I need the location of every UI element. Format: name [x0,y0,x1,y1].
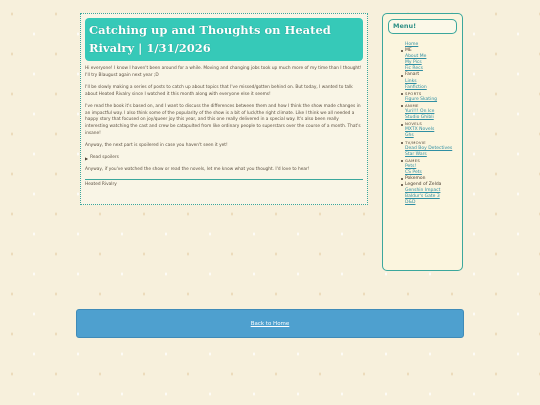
menu-title: Menu! [388,19,457,34]
menu-link[interactable]: Home [405,42,419,47]
menu-link[interactable]: Star Wars [405,151,427,157]
menu-list [388,42,457,207]
menu-link[interactable]: My Pics [405,60,422,66]
footer-bar [76,309,464,338]
menu-link[interactable]: Figure Skating [405,96,438,102]
menu-item: Pokemon [405,176,457,182]
triangle-right-icon: ▶ [85,155,89,161]
blog-post [80,13,368,205]
divider [85,179,363,180]
menu-link[interactable]: CS Pets [405,169,422,175]
menu-link[interactable]: Baldur's Gate 3 [405,194,440,200]
spoiler-label: Read spoilers [90,155,119,161]
post-body [85,61,363,189]
menu-link[interactable]: D&D [405,200,416,206]
spoiler-toggle[interactable] [85,155,363,162]
menu-section-heading: ANIME [405,103,457,109]
post-paragraph: Hi everyone! I know I haven't been around for a while. Moving and changing jobs took up much more of my time than I thought! I'll try Blaugust again next year ;D [85,66,362,78]
back-to-home-link[interactable]: Back to Home [250,320,290,327]
menu-link[interactable]: Studio Ghibli [405,115,434,121]
menu-link[interactable]: Genshin Impact [405,188,441,194]
menu-item: Fanart [405,72,457,78]
post-title: Catching up and Thoughts on Heated Rivalry | 1/31/2026 [85,18,363,61]
menu-item: Legend of Zelda [405,182,457,188]
post-paragraph: Anyway, the next part is spoilered in case you haven't seen it yet! [85,143,228,149]
menu-section-heading: ME [405,48,457,54]
menu-link[interactable]: Yuri!!! On Ice [405,109,435,115]
menu-link[interactable]: Pets! [405,163,417,169]
post-paragraph: I've read the book it's based on, and I want to discuss the differences between them and how I think the show made changes in an impactful way. I also think some of the popularity of the show is a bit of luck/the right climate. Like I think we all needed a happy story that focused on joy/queer joy this year, and this one really delivered in a special way. It's also been really interesting watching the cast and crew be catapulted from like ordinary people to superstars over the course of a month. That's insane! [85,103,361,137]
post-paragraph: I'll be slowly making a series of posts to catch up about topics that I've missed/gotten behind on. But today, I wanted to talk about Heated Rivalry since I watched it this month along with everyone else it seems! [85,84,353,97]
menu-link[interactable]: Ghs [405,133,414,139]
menu-link[interactable]: Fic Recs [405,66,423,72]
post-closing: Anyway, if you've watched the show or read the novels, let me know what you thought. I'd love to hear! [85,166,310,172]
menu-section-heading: NOVELS [405,121,457,127]
menu-link[interactable]: Dead Boy Detectives [405,145,453,151]
post-tag[interactable]: Heated Rivalry [85,181,117,187]
menu-link[interactable]: MXTX Novels [405,127,435,133]
menu-section-heading: GAMES [405,158,457,164]
menu-section-heading: TV/MOVIE [405,140,457,146]
menu-link[interactable]: Fanfiction [405,84,427,90]
menu-link[interactable]: About Me [405,54,427,60]
menu-section-heading: SPORTS [405,91,457,97]
menu-link[interactable]: Links [405,78,417,84]
sidebar-menu [382,13,463,271]
